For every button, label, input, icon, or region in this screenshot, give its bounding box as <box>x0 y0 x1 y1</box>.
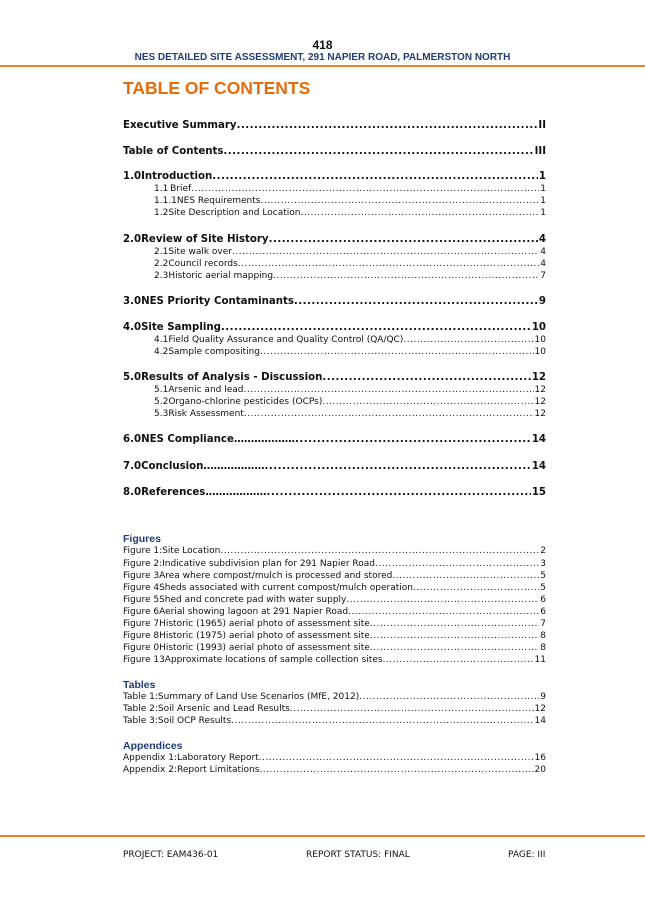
toc-subentry[interactable] <box>123 335 546 345</box>
toc-entry-label: Historic aerial mapping <box>168 271 274 281</box>
toc-subentry[interactable] <box>123 247 546 257</box>
toc-entry-number: 7.0 <box>123 461 142 472</box>
toc-entry-page: 12 <box>531 372 546 383</box>
toc-subentry[interactable] <box>123 271 546 281</box>
toc-entry-page: 12 <box>534 409 546 419</box>
figure-label: Aerial showing lagoon at 291 Napier Road <box>159 607 349 617</box>
header-divider <box>0 65 645 67</box>
figure-page: 3 <box>540 559 546 569</box>
appendix-label: Laboratory Report <box>176 753 259 763</box>
appendix-number: Appendix 1: <box>123 753 177 763</box>
figure-number: Figure 7 <box>123 619 160 629</box>
toc-entry[interactable] <box>123 372 546 383</box>
table-label: Soil OCP Results <box>157 716 232 726</box>
toc-subentry[interactable] <box>123 184 546 194</box>
figure-number: Figure 13 <box>123 655 165 665</box>
toc-entry-page: 12 <box>534 385 546 395</box>
figure-label: Historic (1993) aerial photo of assessment site <box>159 643 370 653</box>
toc-entry[interactable] <box>123 461 546 472</box>
toc-entry-number: 5.0 <box>123 372 142 383</box>
toc-entry-page: 1 <box>540 208 546 218</box>
figure-number: Figure 2: <box>123 559 163 569</box>
figure-page: 6 <box>540 595 546 605</box>
toc-entry-label: Brief <box>170 184 192 194</box>
toc-subentry[interactable] <box>123 385 546 395</box>
toc-entry-number: 1.1.1 <box>154 196 177 206</box>
figure-entry[interactable] <box>123 571 546 581</box>
table-entry[interactable] <box>123 692 546 702</box>
toc-entry-label: References……………… <box>141 487 267 498</box>
appendix-entry[interactable] <box>123 753 546 763</box>
footer-project: PROJECT: EAM436-01 <box>123 850 219 860</box>
toc-entry[interactable] <box>123 487 546 498</box>
figure-page: 5 <box>540 583 546 593</box>
toc-entry-label: Table of Contents <box>123 146 224 157</box>
toc-entry-number: 5.2 <box>154 397 169 407</box>
figure-number: Figure 8 <box>123 631 160 641</box>
toc-entry-number: 3.0 <box>123 296 142 307</box>
tables-heading: Tables <box>123 679 156 691</box>
toc-entry[interactable] <box>123 322 546 333</box>
toc-entry-label: Review of Site History <box>141 234 269 245</box>
toc-entry-label: Sample compositing <box>168 347 261 357</box>
appendix-entry[interactable] <box>123 765 546 775</box>
toc-entry-label: Council records <box>168 259 238 269</box>
figure-label: Approximate locations of sample collection sites <box>164 655 383 665</box>
figure-entry[interactable] <box>123 619 546 629</box>
toc-subentry[interactable] <box>123 196 546 206</box>
figure-page: 7 <box>540 619 546 629</box>
footer-page: PAGE: III <box>508 850 546 860</box>
toc-entry-number: 2.3 <box>154 271 169 281</box>
toc-entry-page: 10 <box>531 322 546 333</box>
toc-entry-number: 2.2 <box>154 259 169 269</box>
toc-entry-label: Site Sampling <box>141 322 221 333</box>
toc-entry-page: 12 <box>534 397 546 407</box>
figure-label: Shed and concrete pad with water supply <box>159 595 347 605</box>
figure-label: Historic (1975) aerial photo of assessment site <box>159 631 370 641</box>
appendix-number: Appendix 2: <box>123 765 177 775</box>
toc-entry-page: 14 <box>531 434 546 445</box>
toc-entry[interactable] <box>123 434 546 445</box>
toc-entry-number: 5.3 <box>154 409 169 419</box>
toc-entry[interactable] <box>123 296 546 307</box>
figure-label: Indicative subdivision plan for 291 Napier Road <box>162 559 376 569</box>
toc-entry-number: 2.1 <box>154 247 169 257</box>
figure-entry[interactable] <box>123 655 546 665</box>
toc-entry-number: 2.0 <box>123 234 142 245</box>
toc-entry-label: Executive Summary <box>123 120 237 131</box>
toc-entry-number: 1.1 <box>154 184 169 194</box>
toc-entry-label: Field Quality Assurance and Quality Control (QA/QC) <box>168 335 404 345</box>
toc-entry-label: Site Description and Location <box>168 208 301 218</box>
toc-entry-label: Arsenic and lead <box>168 385 244 395</box>
figure-number: Figure 4 <box>123 583 160 593</box>
toc-entry-number: 1.2 <box>154 208 169 218</box>
toc-entry[interactable] <box>123 171 546 182</box>
table-number: Table 3: <box>123 716 158 726</box>
figure-label: Sheds associated with current compost/mulch operation <box>159 583 413 593</box>
toc-entry-label: Results of Analysis - Discussion <box>141 372 323 383</box>
toc-entry-page: 4 <box>538 234 546 245</box>
figure-entry[interactable] <box>123 559 546 569</box>
toc-entry-page: 10 <box>534 347 546 357</box>
figure-page: 8 <box>540 631 546 641</box>
table-page: 14 <box>534 716 546 726</box>
table-number: Table 1: <box>123 692 158 702</box>
toc-subentry[interactable] <box>123 409 546 419</box>
toc-entry-label: Introduction <box>141 171 213 182</box>
toc-entry-page: 4 <box>540 247 546 257</box>
toc-entry-label: Risk Assessment <box>168 409 244 419</box>
toc-entry[interactable] <box>123 146 546 157</box>
figure-page: 6 <box>540 607 546 617</box>
toc-subentry[interactable] <box>123 208 546 218</box>
toc-entry-page: III <box>534 146 546 157</box>
figure-number: Figure 6 <box>123 607 160 617</box>
toc-entry[interactable] <box>123 120 546 131</box>
figure-entry[interactable] <box>123 583 546 593</box>
figure-label: Historic (1965) aerial photo of assessment site <box>159 619 370 629</box>
figure-number: Figure 5 <box>123 595 160 605</box>
toc-entry-number: 8.0 <box>123 487 142 498</box>
figure-page: 5 <box>540 571 546 581</box>
table-page: 9 <box>540 692 546 702</box>
appendix-label: Report Limitations <box>176 765 260 775</box>
table-entry[interactable] <box>123 716 546 726</box>
figure-entry[interactable] <box>123 631 546 641</box>
appendix-page: 20 <box>534 765 546 775</box>
toc-subentry[interactable] <box>123 347 546 357</box>
toc-entry-number: 1.0 <box>123 171 142 182</box>
toc-entry[interactable] <box>123 234 546 245</box>
toc-entry-page: 14 <box>531 461 546 472</box>
toc-subentry[interactable] <box>123 259 546 269</box>
figure-label: Site Location <box>162 546 221 556</box>
appendices-heading: Appendices <box>123 740 183 752</box>
toc-entry-number: 6.0 <box>123 434 142 445</box>
table-label: Soil Arsenic and Lead Results <box>157 704 290 714</box>
page-number: 418 <box>312 38 333 52</box>
toc-entry-page: II <box>538 120 546 131</box>
toc-entry-label: NES Requirements <box>176 196 261 206</box>
table-label: Summary of Land Use Scenarios (MfE, 2012) <box>157 692 360 702</box>
toc-entry-label: Conclusion……………… <box>141 461 265 472</box>
toc-entry-number: 5.1 <box>154 385 169 395</box>
toc-entry-number: 4.1 <box>154 335 169 345</box>
table-page: 12 <box>534 704 546 714</box>
table-number: Table 2: <box>123 704 158 714</box>
figure-page: 8 <box>540 643 546 653</box>
appendix-page: 16 <box>534 753 546 763</box>
document-header-title: NES DETAILED SITE ASSESSMENT, 291 NAPIER ROAD, PALMERSTON NORTH <box>134 52 511 63</box>
toc-entry-label: Organo-chlorine pesticides (OCPs) <box>168 397 323 407</box>
footer-divider <box>0 835 645 837</box>
figure-label: Area where compost/mulch is processed and stored <box>159 571 393 581</box>
footer-report-status: REPORT STATUS: FINAL <box>306 850 410 860</box>
toc-entry-label: NES Priority Contaminants <box>141 296 294 307</box>
toc-subentry[interactable] <box>123 397 546 407</box>
toc-entry-label: Site walk over <box>168 247 232 257</box>
toc-entry-page: 1 <box>540 196 546 206</box>
figure-page: 11 <box>534 655 546 665</box>
toc-entry-page: 15 <box>531 487 546 498</box>
toc-entry-page: 10 <box>534 335 546 345</box>
toc-entry-label: NES Compliance……………… <box>141 434 295 445</box>
figure-entry[interactable] <box>123 607 546 617</box>
table-entry[interactable] <box>123 704 546 714</box>
figure-entry[interactable] <box>123 595 546 605</box>
figure-number: Figure 3 <box>123 571 160 581</box>
figure-entry[interactable] <box>123 546 546 556</box>
figure-entry[interactable] <box>123 643 546 653</box>
figures-heading: Figures <box>123 533 161 545</box>
figure-number: Figure 0 <box>123 643 160 653</box>
figure-page: 2 <box>540 546 546 556</box>
toc-entry-page: 1 <box>540 184 546 194</box>
toc-entry-page: 7 <box>540 271 546 281</box>
toc-entry-page: 9 <box>538 296 546 307</box>
toc-entry-number: 4.0 <box>123 322 142 333</box>
toc-entry-number: 4.2 <box>154 347 169 357</box>
page-title: TABLE OF CONTENTS <box>123 78 311 98</box>
toc-entry-page: 1 <box>538 171 546 182</box>
toc-entry-page: 4 <box>540 259 546 269</box>
figure-number: Figure 1: <box>123 546 163 556</box>
